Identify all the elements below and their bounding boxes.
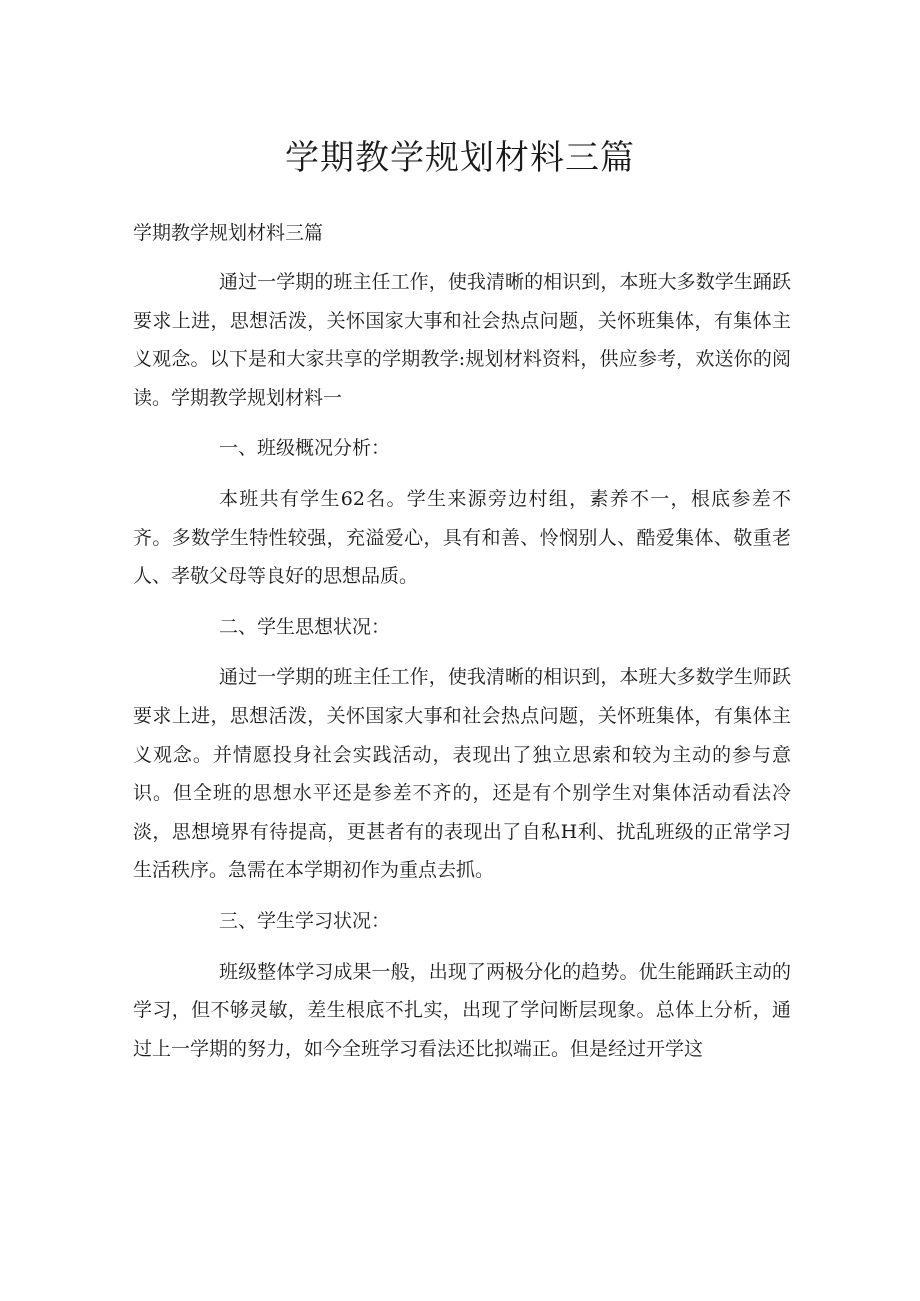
intro-paragraph: 通过一学期的班主任工作，使我清晰的相识到，本班大多数学生踊跃要求上进，思想活泼，关怀国家大事和社会热点问题，关怀班集体，有集体主义观念。以下是和大家共享的学期教学:规划材料资料，供应参考，欢送你的阅读。学期教学规划材料一 xyxy=(133,271,791,409)
student-learning-paragraph: 班级整体学习成果一般，出现了两极分化的趋势。优生能踊跃主动的学习，但不够灵敏，差生根底不扎实，出现了学问断层现象。总体上分析，通过上一学期的努力，如今全班学习看法还比拟端正。但是经过开学这 xyxy=(133,960,791,1060)
document-subtitle: 学期教学规划材料三篇 xyxy=(133,222,324,244)
student-thinking-paragraph: 通过一学期的班主任工作，使我清晰的相识到，本班大多数学生师跃要求上进，思想活泼，关怀国家大事和社会热点问题，关怀班集体，有集体主义观念。并情愿投身社会实践活动，表现出了独立思索和较为主动的参与意识。但全班的思想水平还是参差不齐的，还是有个别学生对集体活动看法冷淡，思想境界有待提高，更甚者有的表现出了自私H利、扰乱班级的正常学习生活秩序。急需在本学期初作为重点去抓。 xyxy=(133,666,791,882)
document-body xyxy=(133,263,791,1080)
section-heading-class-overview: 一、班级概况分析： xyxy=(219,437,391,460)
class-overview-paragraph: 本班共有学生62名。学生来源旁边村组，素养不一，根底参差不齐。多数学生特性较强，充溢爱心，具有和善、怜悯别人、酷爱集体、敬重老人、孝敬父母等良好的思想品质。 xyxy=(133,487,791,588)
section-heading-student-learning: 三、学生学习状况： xyxy=(219,909,391,932)
document-title: 学期教学规划材料三篇 xyxy=(285,138,635,178)
section-heading-student-thinking: 二、学生思想状况： xyxy=(219,615,391,638)
